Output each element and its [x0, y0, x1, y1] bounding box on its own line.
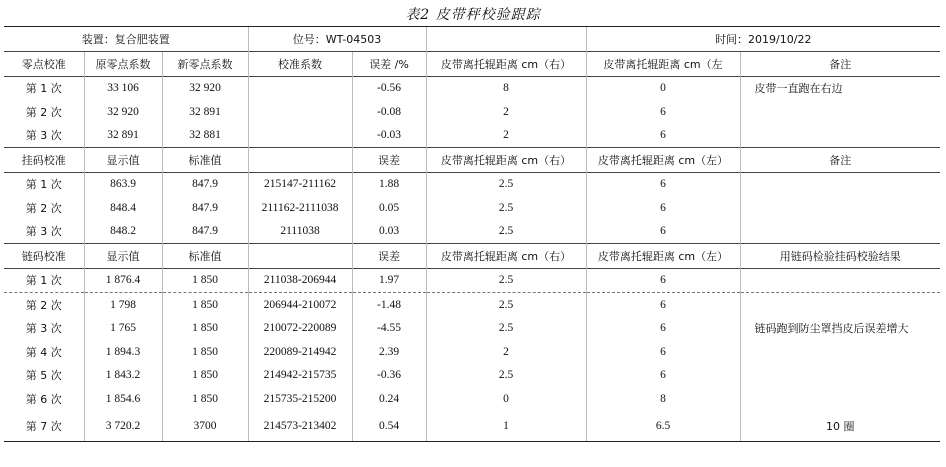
column-header-col-c: 标准值: [162, 244, 248, 269]
cell-col-c: 32 920: [162, 76, 248, 100]
cell-error: 1.97: [352, 268, 426, 293]
column-header-error: 误差: [352, 148, 426, 173]
cell-item: 第 2 次: [25, 105, 62, 119]
cell-dist-left: 6: [586, 220, 740, 244]
cell-col-b: 1 843.2: [84, 364, 162, 388]
table-title: 表2 皮带秤校验跟踪: [405, 7, 541, 23]
cell-calibration-coef: 214573-213402: [248, 411, 352, 442]
column-header-dist-left: 皮带离托辊距离 cm（左）: [586, 244, 740, 269]
cell-dist-right: 2.5: [426, 293, 586, 317]
cell-item: 第 2 次: [4, 293, 84, 317]
table-row: [4, 268, 940, 293]
cell-remark: [740, 220, 940, 244]
cell-col-c: 32 891: [162, 100, 248, 124]
cell-dist-right: 2.5: [426, 172, 586, 196]
table-row: [4, 100, 940, 124]
cell-col-c: 847.9: [162, 196, 248, 220]
device-label: 装置：复合肥装置: [4, 27, 248, 52]
cell-calibration-coef: 220089-214942: [248, 340, 352, 364]
cell-col-b: 32 891: [84, 124, 162, 148]
cell-dist-right: 2.5: [426, 268, 586, 293]
section-header-row: [4, 244, 940, 269]
cell-col-b: 1 854.6: [84, 387, 162, 411]
cell-col-c: 1 850: [162, 387, 248, 411]
cell-calibration-coef: [248, 100, 352, 124]
cell-item: 第 3 次: [25, 322, 62, 336]
column-header-remark: 备注: [740, 148, 940, 173]
cell-col-b: 863.9: [84, 172, 162, 196]
cell-col-c: 847.9: [162, 172, 248, 196]
cell-dist-right: 2: [426, 340, 586, 364]
cell-remark: [740, 268, 940, 293]
cell-col-b: 1 798: [84, 293, 162, 317]
cell-item: 第 4 次: [25, 345, 62, 359]
table-row: [4, 387, 940, 411]
column-header-calibration-coef: 校准系数: [248, 52, 352, 77]
cell-col-b: 1 876.4: [84, 268, 162, 293]
cell-col-b: 32 920: [84, 100, 162, 124]
cell-calibration-coef: 214942-215735: [248, 364, 352, 388]
cell-dist-right: 2.5: [426, 220, 586, 244]
column-header-col-b: 原零点系数: [84, 52, 162, 77]
table-row: [4, 293, 940, 317]
cell-remark: [740, 196, 940, 220]
cell-remark: 链码跑到防尘罩挡皮后误差增大: [740, 317, 940, 341]
cell-remark: [740, 172, 940, 196]
cell-dist-left: 6.5: [586, 411, 740, 442]
column-header-item: 挂码校准: [4, 148, 84, 173]
cell-dist-right: 2.5: [426, 196, 586, 220]
cell-error: 0.05: [352, 196, 426, 220]
column-header-item: 链码校准: [4, 244, 84, 269]
section-header-row: [4, 52, 940, 77]
cell-col-b: 848.4: [84, 196, 162, 220]
cell-item: 第 7 次: [4, 411, 84, 442]
table-row: [4, 220, 940, 244]
header-empty-cell: [426, 27, 586, 52]
column-header-col-b: 显示值: [84, 244, 162, 269]
cell-dist-right: 8: [426, 76, 586, 100]
cell-col-c: 1 850: [162, 268, 248, 293]
column-header-remark: 备注: [740, 52, 940, 77]
cell-item: 第 3 次: [25, 225, 62, 239]
column-header-col-b: 显示值: [84, 148, 162, 173]
cell-dist-left: 6: [586, 100, 740, 124]
cell-remark: [740, 100, 940, 124]
cell-col-c: 847.9: [162, 220, 248, 244]
cell-dist-left: 6: [586, 317, 740, 341]
cell-item: 第 6 次: [25, 392, 62, 406]
cell-error: 2.39: [352, 340, 426, 364]
cell-error: 0.24: [352, 387, 426, 411]
cell-col-b: 1 894.3: [84, 340, 162, 364]
cell-dist-right: 2.5: [426, 317, 586, 341]
cell-item: 第 1 次: [4, 76, 84, 100]
cell-calibration-coef: 211038-206944: [248, 268, 352, 293]
column-header-col-c: 新零点系数: [162, 52, 248, 77]
position-label: 位号：WT-04503: [248, 27, 426, 52]
table-row: [4, 317, 940, 341]
column-header-dist-right: 皮带离托辊距离 cm（右）: [426, 148, 586, 173]
column-header-dist-left: 皮带离托辊距离 cm（左: [586, 52, 740, 77]
cell-error: -0.56: [352, 76, 426, 100]
column-header-dist-right: 皮带离托辊距离 cm（右）: [426, 52, 586, 77]
cell-remark: [740, 364, 940, 388]
table-row: [4, 340, 940, 364]
cell-dist-left: 6: [586, 293, 740, 317]
column-header-col-c: 标准值: [162, 148, 248, 173]
cell-dist-left: 0: [586, 76, 740, 100]
cell-dist-left: 6: [586, 364, 740, 388]
table-row: [4, 411, 940, 442]
cell-item: 第 2 次: [25, 201, 62, 215]
cell-remark: 10 圈: [740, 411, 940, 442]
cell-item: 第 3 次: [25, 129, 62, 143]
cell-calibration-coef: 211162-2111038: [248, 196, 352, 220]
column-header-remark: 用链码检验挂码校验结果: [740, 244, 940, 269]
cell-error: -4.55: [352, 317, 426, 341]
column-header-error: 误差: [352, 244, 426, 269]
cell-calibration-coef: [248, 124, 352, 148]
cell-col-c: 1 850: [162, 317, 248, 341]
cell-col-c: 1 850: [162, 364, 248, 388]
table-body: [4, 27, 940, 442]
cell-item: 第 1 次: [4, 268, 84, 293]
cell-calibration-coef: 210072-220089: [248, 317, 352, 341]
cell-col-c: 1 850: [162, 293, 248, 317]
cell-dist-right: 2: [426, 124, 586, 148]
column-header-calibration-coef: [248, 244, 352, 269]
table-row: [4, 364, 940, 388]
cell-remark: 皮带一直跑在右边: [740, 76, 940, 100]
cell-dist-left: 6: [586, 196, 740, 220]
cell-error: -0.36: [352, 364, 426, 388]
cell-remark: [740, 340, 940, 364]
cell-dist-left: 6: [586, 340, 740, 364]
cell-remark: [740, 124, 940, 148]
cell-col-b: 3 720.2: [84, 411, 162, 442]
cell-col-c: 1 850: [162, 340, 248, 364]
cell-calibration-coef: 2111038: [248, 220, 352, 244]
table-row: [4, 76, 940, 100]
cell-dist-right: 1: [426, 411, 586, 442]
column-header-calibration-coef: [248, 148, 352, 173]
calibration-table: [4, 26, 940, 442]
table-row: [4, 124, 940, 148]
cell-item: 第 5 次: [25, 369, 62, 383]
cell-error: -0.03: [352, 124, 426, 148]
cell-calibration-coef: [248, 76, 352, 100]
cell-col-b: 848.2: [84, 220, 162, 244]
cell-error: 0.54: [352, 411, 426, 442]
column-header-item: 零点校准: [4, 52, 84, 77]
header-row: [4, 27, 940, 52]
cell-calibration-coef: 215147-211162: [248, 172, 352, 196]
section-header-row: [4, 148, 940, 173]
column-header-dist-right: 皮带离托辊距离 cm（右）: [426, 244, 586, 269]
cell-col-b: 1 765: [84, 317, 162, 341]
cell-dist-left: 6: [586, 124, 740, 148]
cell-error: -1.48: [352, 293, 426, 317]
cell-dist-right: 2.5: [426, 364, 586, 388]
cell-calibration-coef: 206944-210072: [248, 293, 352, 317]
table-row: [4, 172, 940, 196]
cell-error: -0.08: [352, 100, 426, 124]
cell-item: 第 1 次: [4, 172, 84, 196]
cell-remark: [740, 293, 940, 317]
cell-remark: [740, 387, 940, 411]
cell-dist-left: 6: [586, 268, 740, 293]
cell-col-b: 33 106: [84, 76, 162, 100]
cell-error: 0.03: [352, 220, 426, 244]
cell-dist-right: 0: [426, 387, 586, 411]
time-label: 时间：2019/10/22: [586, 27, 940, 52]
table-row: [4, 196, 940, 220]
cell-dist-left: 8: [586, 387, 740, 411]
cell-error: 1.88: [352, 172, 426, 196]
cell-dist-right: 2: [426, 100, 586, 124]
column-header-error: 误差 /%: [352, 52, 426, 77]
cell-dist-left: 6: [586, 172, 740, 196]
cell-col-c: 32 881: [162, 124, 248, 148]
column-header-dist-left: 皮带离托辊距离 cm（左）: [586, 148, 740, 173]
cell-col-c: 3700: [162, 411, 248, 442]
cell-calibration-coef: 215735-215200: [248, 387, 352, 411]
